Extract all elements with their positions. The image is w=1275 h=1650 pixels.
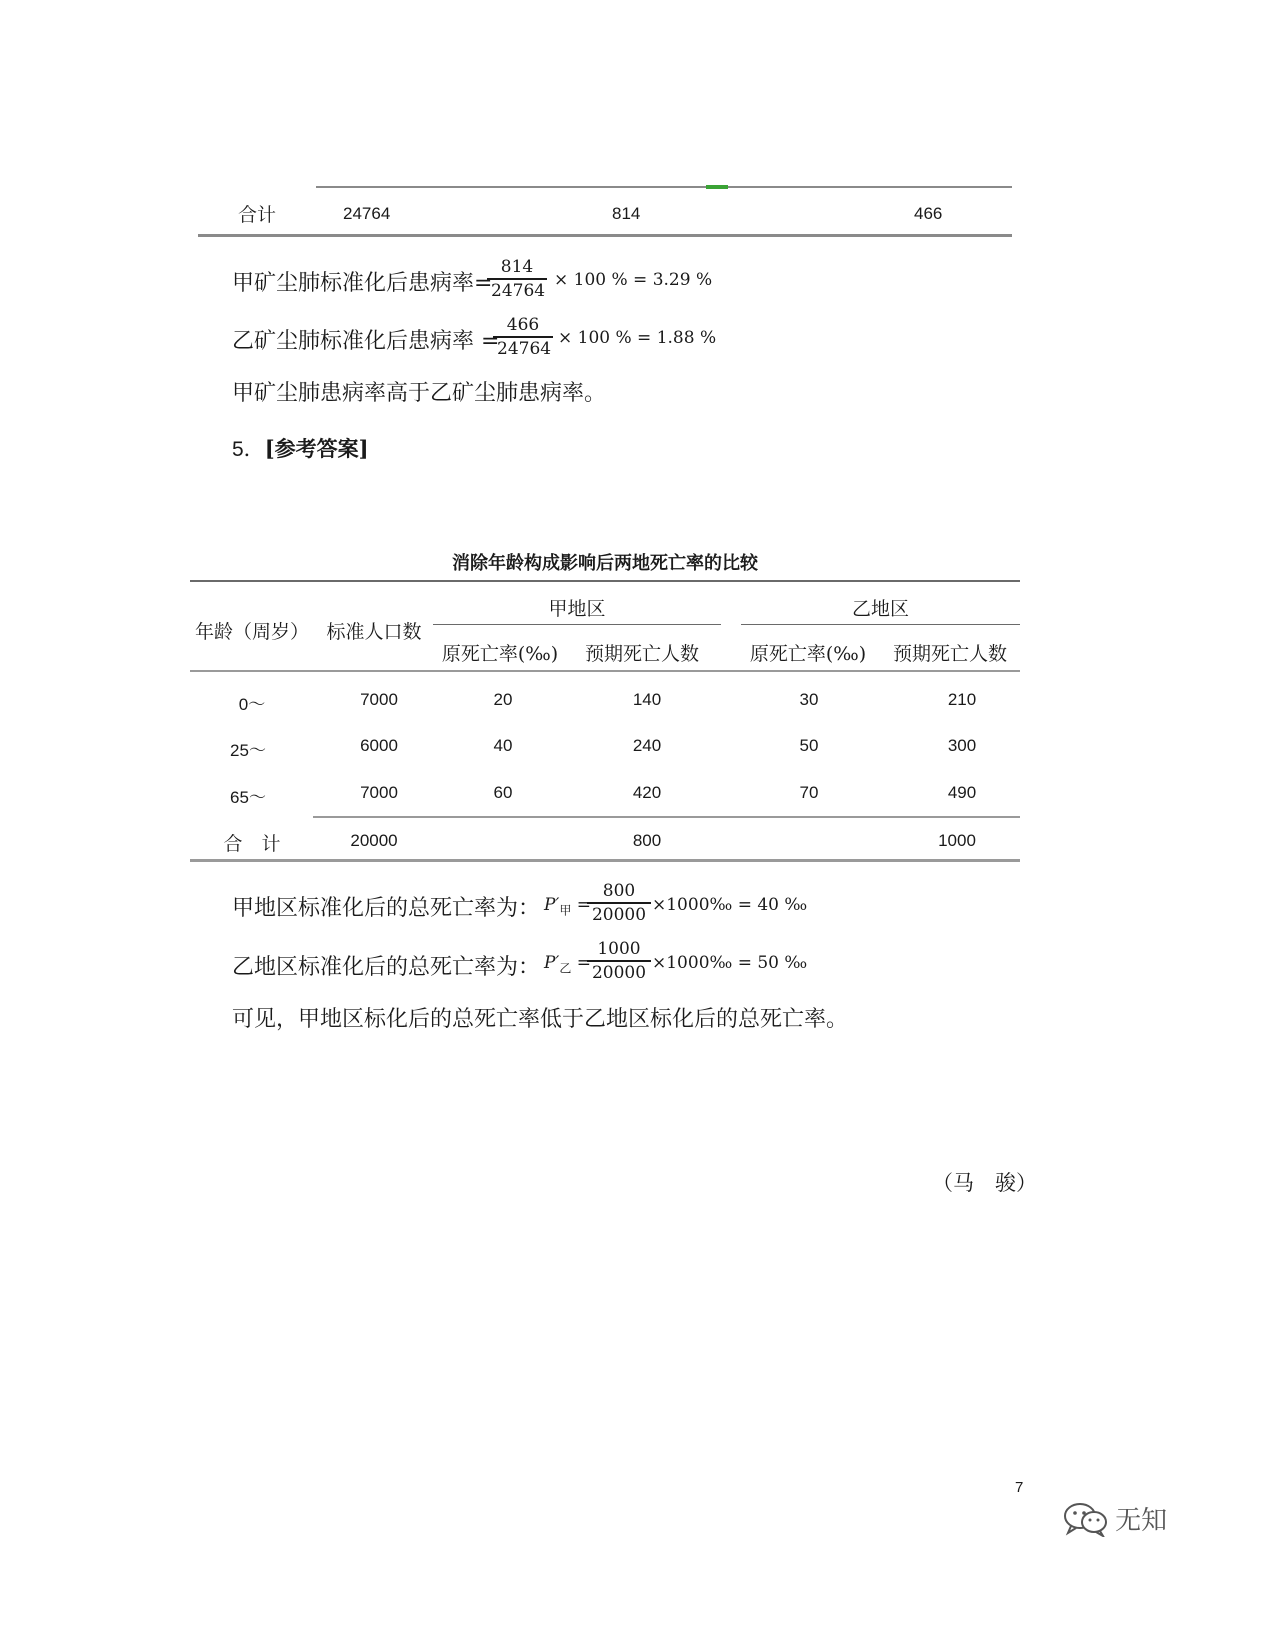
row-a-expected: 140 bbox=[632, 690, 662, 709]
calc1-fraction bbox=[487, 257, 547, 301]
region-a-rule bbox=[433, 624, 721, 625]
col-header-b-expected: 预期死亡人数 bbox=[892, 643, 1007, 665]
col-header-age: 年龄（周岁） bbox=[194, 621, 309, 643]
table-top-rule bbox=[190, 580, 1020, 582]
total-a: 800 bbox=[632, 831, 662, 850]
calc2-denominator: 24764 bbox=[497, 339, 552, 359]
top-table-top-rule bbox=[316, 186, 1012, 188]
row-a-expected: 240 bbox=[632, 736, 662, 755]
calc3-numerator: 800 bbox=[602, 881, 636, 901]
header-bottom-rule bbox=[190, 670, 1020, 672]
equals-sign: = bbox=[576, 953, 591, 973]
top-table-total-value: 814 bbox=[612, 204, 641, 223]
calc4-numerator: 1000 bbox=[597, 939, 641, 959]
wechat-icon bbox=[1062, 1501, 1110, 1537]
calc3-symbol bbox=[544, 895, 591, 918]
row-a-expected: 420 bbox=[632, 783, 662, 802]
row-age: 65～ bbox=[230, 788, 266, 807]
region-b-rule bbox=[741, 624, 1020, 625]
symbol-subscript: 乙 bbox=[559, 961, 572, 976]
row-pop: 7000 bbox=[360, 783, 398, 802]
fraction-bar bbox=[493, 336, 553, 338]
total-b: 1000 bbox=[938, 831, 976, 850]
calc2-result: × 100 % = 1.88 % bbox=[558, 328, 717, 348]
row-pop: 7000 bbox=[360, 690, 398, 709]
conclusion-2: 可见，甲地区标化后的总死亡率低于乙地区标化后的总死亡率。 bbox=[232, 1007, 849, 1032]
row-age: 0～ bbox=[238, 695, 266, 714]
row-age: 25～ bbox=[230, 741, 266, 760]
table-bottom-rule bbox=[190, 859, 1020, 862]
total-pop: 20000 bbox=[350, 831, 398, 850]
calc2-label: 乙矿尘肺标准化后患病率 = bbox=[232, 329, 500, 354]
calc4-result: ×1000‰ = 50 ‰ bbox=[652, 953, 808, 973]
calc1-result: × 100 % = 3.29 % bbox=[554, 270, 713, 290]
row-a-rate: 40 bbox=[493, 736, 513, 755]
row-b-rate: 50 bbox=[799, 736, 819, 755]
col-header-a-expected: 预期死亡人数 bbox=[584, 643, 699, 665]
author: （马 骏） bbox=[932, 1171, 1037, 1195]
calc2-fraction bbox=[493, 315, 553, 359]
calc4-label: 乙地区标准化后的总死亡率为： bbox=[232, 955, 541, 980]
green-mark bbox=[706, 185, 728, 189]
symbol-subscript: 甲 bbox=[559, 903, 572, 918]
section-number: 5． bbox=[232, 438, 265, 461]
calc2-numerator: 466 bbox=[506, 315, 540, 335]
row-b-expected: 490 bbox=[947, 783, 977, 802]
calc3-denominator: 20000 bbox=[591, 905, 647, 925]
top-table-total-value: 466 bbox=[914, 204, 943, 223]
equals-sign: = bbox=[576, 895, 591, 915]
fraction-bar bbox=[587, 902, 651, 904]
section-5-heading bbox=[232, 433, 369, 463]
total-top-rule bbox=[313, 816, 1020, 818]
row-b-expected: 210 bbox=[947, 690, 977, 709]
region-a-header: 甲地区 bbox=[548, 598, 606, 620]
calc3-fraction bbox=[587, 881, 651, 925]
calc1-label: 甲矿尘肺标准化后患病率= bbox=[232, 271, 493, 296]
total-label: 合 计 bbox=[223, 833, 281, 855]
fraction-bar bbox=[587, 960, 651, 962]
top-table-total-value: 24764 bbox=[343, 204, 391, 223]
calc1-denominator: 24764 bbox=[491, 281, 546, 301]
calc3-result: ×1000‰ = 40 ‰ bbox=[652, 895, 808, 915]
calc1-numerator: 814 bbox=[500, 257, 534, 277]
watermark bbox=[1062, 1500, 1167, 1540]
calc3-label: 甲地区标准化后的总死亡率为： bbox=[232, 896, 541, 921]
top-table-bottom-rule bbox=[198, 234, 1012, 237]
calc4-denominator: 20000 bbox=[591, 963, 647, 983]
symbol-p: P′ bbox=[544, 895, 560, 915]
table-title: 消除年龄构成影响后两地死亡率的比较 bbox=[452, 553, 758, 574]
conclusion-1: 甲矿尘肺患病率高于乙矿尘肺患病率。 bbox=[232, 381, 607, 406]
calc4-symbol bbox=[544, 953, 591, 976]
col-header-std-pop: 标准人口数 bbox=[326, 621, 422, 643]
row-a-rate: 60 bbox=[493, 783, 513, 802]
row-b-rate: 30 bbox=[799, 690, 819, 709]
col-header-a-rate: 原死亡率(‰) bbox=[441, 643, 559, 665]
row-b-rate: 70 bbox=[799, 783, 819, 802]
watermark-text: 无知 bbox=[1115, 1506, 1168, 1536]
region-b-header: 乙地区 bbox=[851, 598, 909, 620]
row-a-rate: 20 bbox=[493, 690, 513, 709]
row-b-expected: 300 bbox=[947, 736, 977, 755]
top-table-total-label: 合计 bbox=[238, 204, 277, 226]
symbol-p: P′ bbox=[544, 953, 560, 973]
fraction-bar bbox=[487, 278, 547, 280]
col-header-b-rate: 原死亡率(‰) bbox=[749, 643, 867, 665]
calc4-fraction bbox=[587, 939, 651, 983]
section-title: [参考答案] bbox=[264, 436, 369, 461]
row-pop: 6000 bbox=[360, 736, 398, 755]
page-number: 7 bbox=[1015, 1479, 1024, 1496]
